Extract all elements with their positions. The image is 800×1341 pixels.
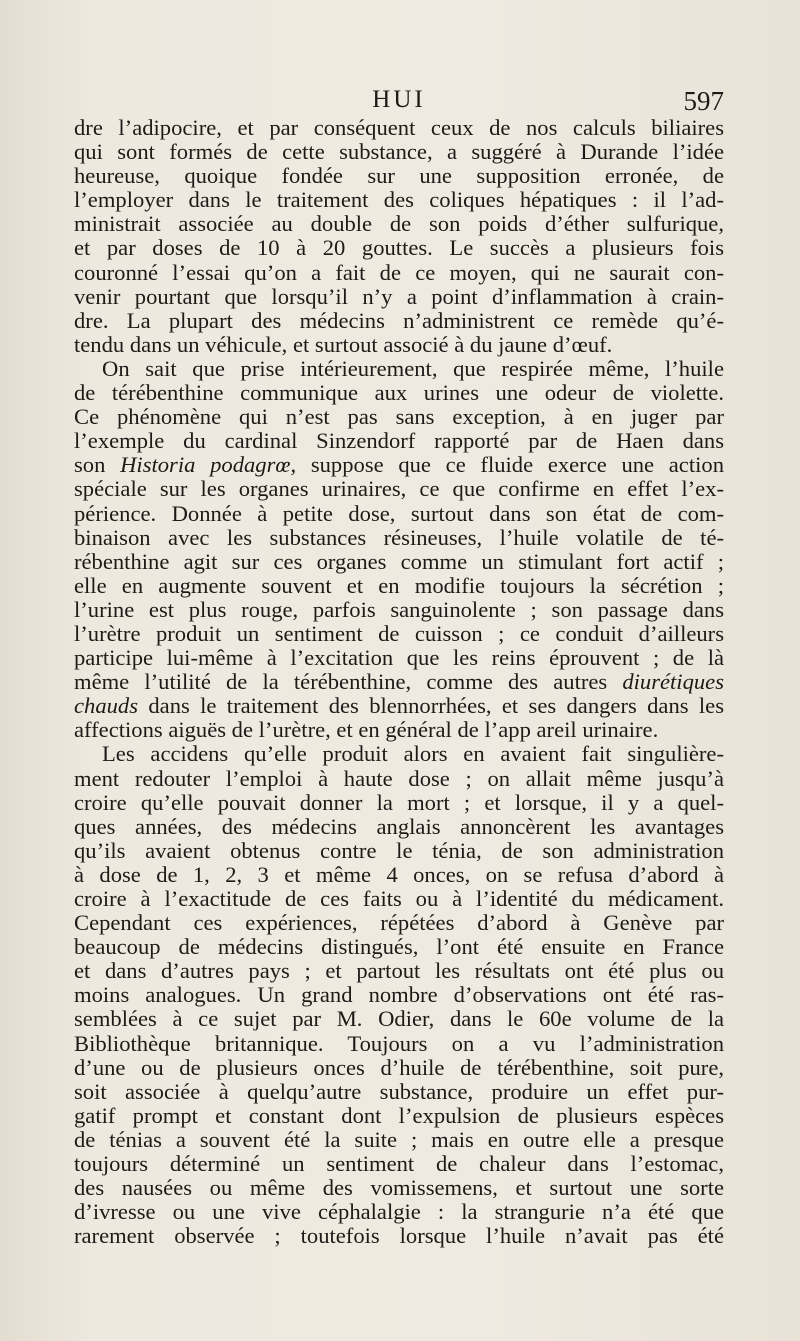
paragraph (74, 357, 724, 743)
text-line: de ténias a souvent été la suite ; mais en outre elle a presque (74, 1127, 724, 1152)
text-line: son Historia podagrœ, suppose que ce fluide exerce une action (74, 453, 724, 478)
text-line: et dans d’autres pays ; et partout les résultats ont été plus ou (74, 959, 724, 984)
text-line: binaison avec les substances résineuses, l’huile volatile de té- (74, 525, 724, 550)
text-line: périence. Donnée à petite dose, surtout dans son état de com- (74, 501, 724, 526)
text-line: croire qu’elle pouvait donner la mort ; et lorsque, il y a quel- (74, 790, 724, 815)
text-line: venir pourtant que lorsqu’il n’y a point d’inflammation à crain- (74, 284, 724, 309)
text-line: semblées à ce sujet par M. Odier, dans le 60e volume de la (74, 1007, 724, 1032)
text-line: et par doses de 10 à 20 gouttes. Le succès a plusieurs fois (74, 236, 724, 261)
text-line: tendu dans un véhicule, et surtout associé à du jaune d’œuf. (74, 332, 613, 357)
paragraph (74, 742, 724, 1248)
text-line: beaucoup de médecins distingués, l’ont été ensuite en France (74, 935, 724, 960)
text-line: rarement observée ; toutefois lorsque l’huile n’avait pas été (74, 1224, 724, 1249)
text-line: moins analogues. Un grand nombre d’observations ont été ras- (74, 983, 724, 1008)
text-line: l’urine est plus rouge, parfois sanguinolente ; son passage dans (74, 597, 724, 622)
text-line: gatif prompt et constant dont l’expulsion de plusieurs espèces (74, 1103, 724, 1128)
paragraph (74, 116, 724, 357)
text-line: dre l’adipocire, et par conséquent ceux de nos calculs biliaires (74, 116, 724, 140)
text-line: Bibliothèque britannique. Toujours on a vu l’administration (74, 1031, 724, 1056)
text-line: même l’utilité de la térébenthine, comme des autres diurétiques (74, 670, 724, 695)
text-line: On sait que prise intérieurement, que respirée même, l’huile (102, 356, 724, 381)
text-line: Les accidens qu’elle produit alors en avaient fait singulière- (102, 742, 724, 767)
text-line: croire à l’exactitude de ces faits ou à l’identité du médicament. (74, 887, 724, 911)
text-line: de térébenthine communique aux urines une odeur de violette. (74, 381, 724, 406)
text-line: couronné l’essai qu’on a fait de ce moyen, qui ne saurait con- (74, 260, 724, 285)
text-line: ment redouter l’emploi à haute dose ; on allait même jusqu’à (74, 766, 724, 791)
text-line: spéciale sur les organes urinaires, ce que confirme en effet l’ex- (74, 477, 724, 502)
text-line: l’exemple du cardinal Sinzendorf rapporté par de Haen dans (74, 429, 724, 454)
text-line: rébenthine agit sur ces organes comme un stimulant fort actif ; (74, 549, 724, 574)
text-line: ministrait associée au double de son poids d’éther sulfurique, (74, 212, 724, 237)
text-line: qu’ils avaient obtenus contre le ténia, de son administration (74, 838, 724, 863)
text-line: à dose de 1, 2, 3 et même 4 onces, on se refusa d’abord à (74, 862, 724, 887)
text-line: d’ivresse ou une vive céphalalgie : la strangurie n’a été que (74, 1200, 724, 1225)
running-head: HUI (372, 86, 426, 113)
text-line: ques années, des médecins anglais annoncèrent les avantages (74, 814, 724, 839)
text-line: affections aiguës de l’urètre, et en général de l’app areil urinaire. (74, 718, 659, 743)
text-line: participe lui-même à l’excitation que les reins éprouvent ; de là (74, 646, 724, 671)
text-line: l’employer dans le traitement des coliques hépatiques : il l’ad- (74, 188, 724, 213)
text-line: toujours déterminé un sentiment de chaleur dans l’estomac, (74, 1152, 724, 1177)
text-line: l’urètre produit un sentiment de cuisson ; ce conduit d’ailleurs (74, 621, 724, 646)
text-line: Cependant ces expériences, répétées d’abord à Genève par (74, 911, 724, 936)
page-number: 597 (683, 86, 724, 116)
text-line: d’une ou de plusieurs onces d’huile de térébenthine, soit pure, (74, 1055, 724, 1080)
text-line: chauds dans le traitement des blennorrhées, et ses dangers dans les (74, 694, 724, 719)
text-line: heureuse, quoique fondée sur une supposition erronée, de (74, 164, 724, 189)
text-line: qui sont formés de cette substance, a suggéré à Durande l’idée (74, 140, 724, 165)
body-text (74, 116, 724, 1248)
text-line: dre. La plupart des médecins n’administrent ce remède qu’é- (74, 308, 724, 333)
text-line: soit associée à quelqu’autre substance, produire un effet pur- (74, 1079, 724, 1104)
text-line: Ce phénomène qui n’est pas sans exception, à en juger par (74, 405, 724, 430)
text-line: elle en augmente souvent et en modifie toujours la sécrétion ; (74, 573, 724, 598)
text-line: des nausées ou même des vomissemens, et surtout une sorte (74, 1176, 724, 1201)
